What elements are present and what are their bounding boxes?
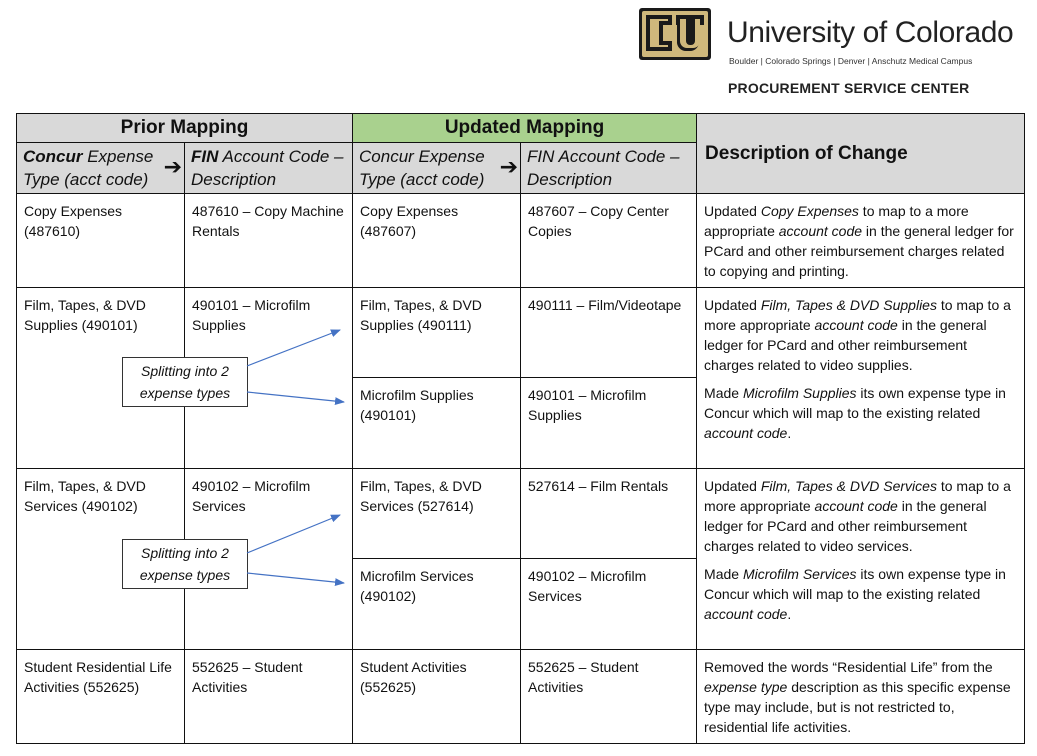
plain-text: description as this specific expense type may include, but is not restricted to, residential life activities.: [704, 679, 1011, 735]
updated-account-cell: 490111 – Film/Videotape: [521, 288, 697, 378]
description-text: [704, 657, 1017, 737]
emphasis-text: account code: [704, 425, 788, 441]
prior-expense-type-cell: Student Residential Life Activities (552625): [17, 650, 185, 744]
department-name: PROCUREMENT SERVICE CENTER: [728, 80, 970, 96]
description-text: [704, 383, 1017, 443]
updated-expense-type-cell: Student Activities (552625): [353, 650, 521, 744]
updated-expense-type-header: [353, 143, 521, 194]
updated-account-cell: 552625 – Student Activities: [521, 650, 697, 744]
cu-logo: [638, 7, 712, 61]
updated-expense-type-cell: Microfilm Services (490102): [353, 559, 521, 650]
updated-expense-type-cell: Film, Tapes, & DVD Services (527614): [353, 469, 521, 559]
emphasis-text: Microfilm Services: [742, 566, 857, 582]
description-heading: Description of Change: [697, 114, 1025, 194]
updated-expense-type-cell: Film, Tapes, & DVD Supplies (490111): [353, 288, 521, 378]
plain-text: Made: [704, 566, 743, 582]
split-callout: Splitting into 2 expense types: [122, 539, 248, 589]
emphasis-text: account code: [704, 606, 788, 622]
updated-expense-type-cell: Copy Expenses (487607): [353, 194, 521, 288]
updated-account-cell: 490102 – Microfilm Services: [521, 559, 697, 650]
right-arrow-icon: ➔: [163, 154, 182, 179]
emphasis-text: Film, Tapes & DVD Supplies: [760, 297, 937, 313]
right-arrow-icon: ➔: [499, 154, 519, 179]
prior-account-header-bold: FIN: [191, 147, 219, 166]
plain-text: in the general ledger for PCard and other reimbursement charges related to video supplies.: [704, 317, 987, 373]
plain-text: in the general ledger for PCard and other reimbursement charges related to video services.: [704, 498, 987, 554]
plain-text: .: [787, 606, 792, 622]
emphasis-text: expense type: [704, 679, 788, 695]
emphasis-text: account code: [778, 223, 863, 239]
plain-text: to map to a more appropriate: [704, 478, 1011, 514]
plain-text: Made: [704, 385, 743, 401]
plain-text: to map to a more appropriate: [704, 203, 969, 239]
plain-text: in the general ledger for PCard and other reimbursement charges related to copying and printing.: [704, 223, 1014, 279]
updated-account-cell: 490101 – Microfilm Supplies: [521, 378, 697, 469]
description-cell: [697, 650, 1025, 744]
prior-expense-type-cell: Film, Tapes, & DVD Supplies (490101): [17, 288, 185, 469]
updated-expense-type-cell: Microfilm Supplies (490101): [353, 378, 521, 469]
prior-expense-type-cell: Film, Tapes, & DVD Services (490102): [17, 469, 185, 650]
prior-expense-type-cell: Copy Expenses (487610): [17, 194, 185, 288]
prior-expense-type-header-bold: Concur: [23, 147, 83, 166]
emphasis-text: account code: [814, 498, 898, 514]
description-cell: [697, 288, 1025, 469]
description-cell: [697, 469, 1025, 650]
updated-account-cell: 487607 – Copy Center Copies: [521, 194, 697, 288]
updated-mapping-heading: Updated Mapping: [353, 114, 697, 143]
cu-logo-icon: [638, 7, 712, 61]
prior-account-header: [185, 143, 353, 194]
prior-account-cell: 490102 – Microfilm Services: [185, 469, 353, 650]
description-text: [704, 295, 1017, 375]
emphasis-text: account code: [814, 317, 898, 333]
updated-expense-type-header-text: Concur Expense Type (acct code): [359, 147, 485, 189]
campus-list: Boulder | Colorado Springs | Denver | Anschutz Medical Campus: [729, 56, 973, 66]
description-cell: [697, 194, 1025, 288]
prior-expense-type-header: [17, 143, 185, 194]
plain-text: Updated: [704, 478, 761, 494]
updated-account-cell: 527614 – Film Rentals: [521, 469, 697, 559]
prior-expense-type-header-rest: Expense Type (acct code): [23, 147, 154, 189]
emphasis-text: Microfilm Supplies: [742, 385, 857, 401]
prior-mapping-heading: Prior Mapping: [17, 114, 353, 143]
prior-account-cell: 552625 – Student Activities: [185, 650, 353, 744]
prior-account-cell: 490101 – Microfilm Supplies: [185, 288, 353, 469]
mapping-table: [16, 113, 1025, 744]
split-callout: Splitting into 2 expense types: [122, 357, 248, 407]
plain-text: Updated: [704, 203, 761, 219]
plain-text: Removed the words “Residential Life” from the: [704, 659, 993, 675]
university-name: University of Colorado: [727, 16, 1014, 49]
emphasis-text: Film, Tapes & DVD Services: [760, 478, 937, 494]
prior-account-cell: 487610 – Copy Machine Rentals: [185, 194, 353, 288]
plain-text: .: [787, 425, 792, 441]
description-text: [704, 564, 1017, 624]
description-text: [704, 201, 1017, 281]
plain-text: Updated: [704, 297, 761, 313]
plain-text: its own expense type in Concur which will map to the existing related: [704, 566, 1006, 602]
plain-text: its own expense type in Concur which will map to the existing related: [704, 385, 1006, 421]
updated-account-header: FIN Account Code – Description: [521, 143, 697, 194]
description-text: [704, 476, 1017, 556]
emphasis-text: Copy Expenses: [760, 203, 859, 219]
prior-account-header-rest: Account Code – Description: [191, 147, 344, 189]
plain-text: to map to a more appropriate: [704, 297, 1011, 333]
